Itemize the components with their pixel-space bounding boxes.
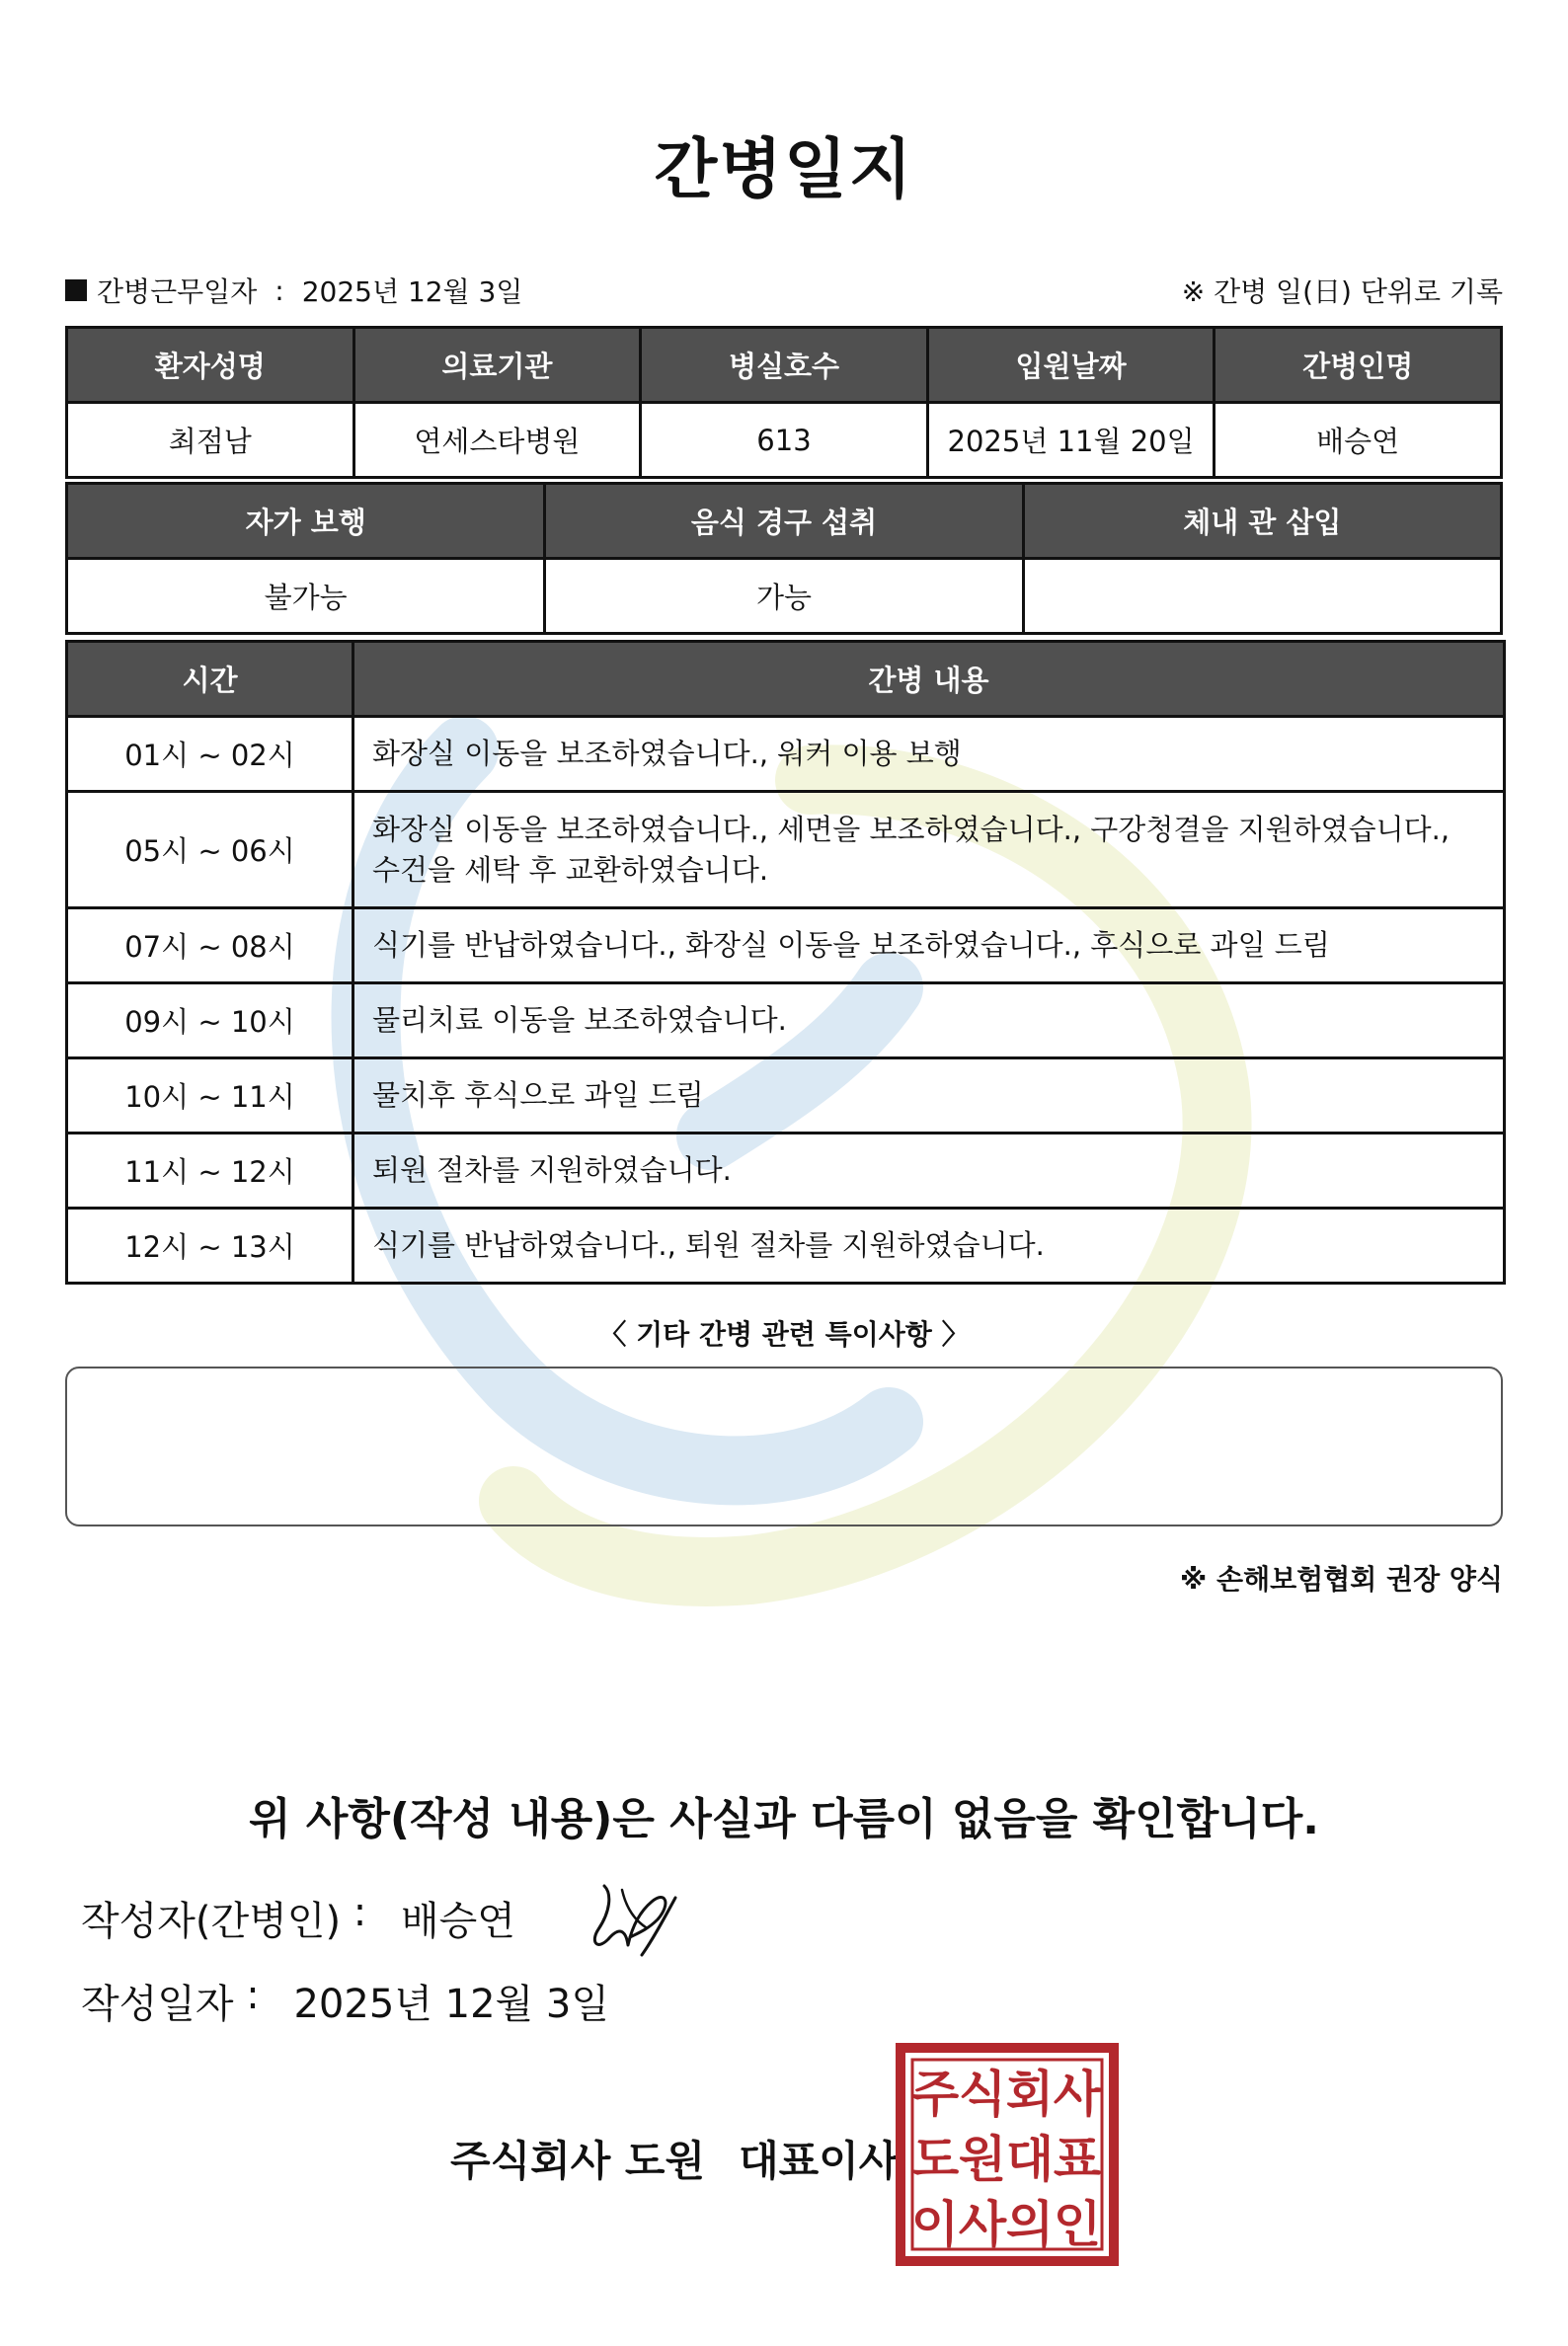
colon-separator: : <box>341 1890 379 1935</box>
author-line <box>81 1890 515 1946</box>
svg-text:주: 주 <box>910 2066 960 2123</box>
header-time: 시간 <box>67 642 353 717</box>
colon-separator: : <box>233 1973 273 2018</box>
header-hospital: 의료기관 <box>353 328 641 403</box>
admission-date: 2025년 11월 20일 <box>927 403 1215 478</box>
log-time: 09시 ~ 10시 <box>67 983 353 1058</box>
table-row <box>67 717 1505 792</box>
self-walking-value: 불가능 <box>67 559 545 634</box>
document-title: 간병일지 <box>654 131 914 207</box>
header-caregiver-name: 간병인명 <box>1215 328 1502 403</box>
patient-info-table <box>65 326 1503 479</box>
header-oral-intake: 음식 경구 섭취 <box>545 484 1023 559</box>
care-log-table <box>65 640 1506 1285</box>
log-content: 식기를 반납하였습니다., 퇴원 절차를 지원하였습니다. <box>353 1209 1505 1284</box>
oral-intake-value: 가능 <box>545 559 1023 634</box>
log-content: 화장실 이동을 보조하였습니다., 워커 이용 보행 <box>353 717 1505 792</box>
svg-text:의: 의 <box>1005 2196 1055 2253</box>
header-patient-name: 환자성명 <box>67 328 354 403</box>
patient-name: 최점남 <box>67 403 354 478</box>
header-care-content: 간병 내용 <box>353 642 1505 717</box>
log-time: 05시 ~ 06시 <box>67 792 353 908</box>
header-room-number: 병실호수 <box>641 328 928 403</box>
table-row <box>67 983 1505 1058</box>
handwritten-signature <box>583 1868 691 1967</box>
author-name: 배승연 <box>400 1899 515 1944</box>
svg-text:사: 사 <box>958 2196 1007 2253</box>
written-date-value: 2025년 12월 3일 <box>293 1982 609 2027</box>
svg-text:이: 이 <box>910 2196 960 2253</box>
author-label: 작성자(간병인) <box>81 1899 342 1944</box>
company-line <box>450 2129 899 2188</box>
unit-note: ※ 간병 일(日) 단위로 기록 <box>1181 275 1503 308</box>
svg-text:도: 도 <box>910 2131 960 2188</box>
log-content: 화장실 이동을 보조하였습니다., 세면을 보조하였습니다., 구강청결을 지원하였습니다., 수건을 세탁 후 교환하였습니다. <box>353 792 1505 908</box>
remarks-box <box>65 1367 1503 1526</box>
header-self-walking: 자가 보행 <box>67 484 545 559</box>
log-content: 물치후 후식으로 과일 드림 <box>353 1058 1505 1134</box>
work-date-line <box>65 271 522 310</box>
log-time: 01시 ~ 02시 <box>67 717 353 792</box>
written-date-line <box>81 1973 609 2029</box>
log-content: 퇴원 절차를 지원하였습니다. <box>353 1134 1505 1209</box>
company-role: 대표이사 <box>739 2137 900 2185</box>
svg-text:사: 사 <box>1053 2066 1102 2123</box>
table-row <box>67 792 1505 908</box>
confirmation-statement: 위 사항(작성 내용)은 사실과 다름이 없음을 확인합니다. <box>249 1794 1319 1844</box>
form-note: ※ 손해보험협회 권장 양식 <box>1180 1563 1503 1596</box>
written-date-label: 작성일자 <box>81 1982 234 2027</box>
remarks-label: 〈 기타 간병 관련 특이사항 〉 <box>598 1318 970 1351</box>
log-time: 07시 ~ 08시 <box>67 908 353 983</box>
log-time: 11시 ~ 12시 <box>67 1134 353 1209</box>
svg-text:회: 회 <box>1005 2066 1055 2123</box>
log-content: 식기를 반납하였습니다., 화장실 이동을 보조하였습니다., 후식으로 과일 드림 <box>353 908 1505 983</box>
colon-separator: : <box>274 274 284 307</box>
room-number: 613 <box>641 403 928 478</box>
log-time: 12시 ~ 13시 <box>67 1209 353 1284</box>
table-row <box>67 1209 1505 1284</box>
svg-text:대: 대 <box>1005 2131 1055 2188</box>
company-name: 주식회사 도원 <box>450 2137 706 2185</box>
svg-text:원: 원 <box>958 2131 1007 2188</box>
tube-insertion-value <box>1023 559 1501 634</box>
svg-text:인: 인 <box>1053 2196 1102 2253</box>
table-row <box>67 1058 1505 1134</box>
company-seal-stamp <box>895 2042 1120 2267</box>
square-bullet-icon <box>65 279 87 301</box>
work-date-label: 간병근무일자 <box>97 275 258 308</box>
work-date-value: 2025년 12월 3일 <box>301 275 523 308</box>
table-row <box>67 908 1505 983</box>
log-time: 10시 ~ 11시 <box>67 1058 353 1134</box>
header-admission-date: 입원날짜 <box>927 328 1215 403</box>
status-table <box>65 482 1503 635</box>
caregiver-name: 배승연 <box>1215 403 1502 478</box>
table-row <box>67 1134 1505 1209</box>
svg-text:표: 표 <box>1053 2131 1102 2188</box>
header-tube-insertion: 체내 관 삽입 <box>1023 484 1501 559</box>
hospital-name: 연세스타병원 <box>353 403 641 478</box>
svg-text:식: 식 <box>958 2066 1007 2123</box>
log-content: 물리치료 이동을 보조하였습니다. <box>353 983 1505 1058</box>
